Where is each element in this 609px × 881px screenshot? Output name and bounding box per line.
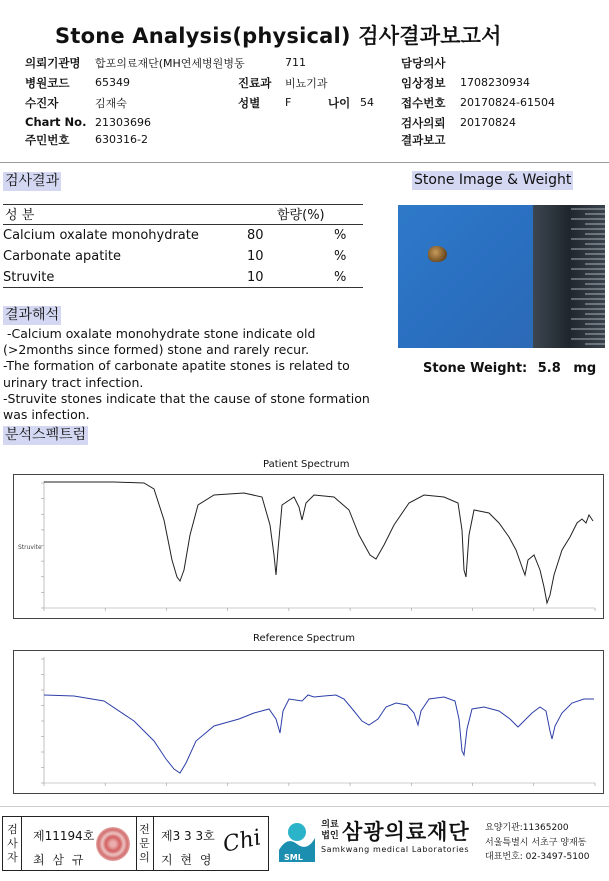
component-unit: % — [334, 228, 347, 243]
interpretation-text — [3, 326, 383, 423]
inspector-label: 검사자 — [7, 823, 18, 864]
footer-divider — [0, 806, 609, 807]
results-table — [3, 204, 363, 288]
reference-spectrum-chart — [13, 650, 604, 794]
component-value: 10 — [247, 270, 264, 285]
weight-unit: mg — [573, 361, 597, 376]
request-value: 20170824 — [460, 116, 516, 129]
doctor-label: 담당의사 — [401, 56, 446, 70]
stone-heading: Stone Image & Weight — [414, 172, 572, 188]
table-row — [3, 267, 363, 288]
age-label: 나이 — [328, 96, 351, 110]
org-phone: 대표번호: 02-3497-5100 — [485, 852, 590, 862]
subject-value: 김재숙 — [95, 97, 127, 110]
specialist-no: 제3 3 3호 — [161, 829, 215, 843]
divider — [136, 817, 137, 870]
clinical-label: 임상정보 — [401, 76, 446, 90]
logo-dot — [288, 823, 306, 841]
component-value: 10 — [247, 249, 264, 264]
divider — [21, 817, 22, 870]
component-unit: % — [334, 270, 347, 285]
divider — [153, 817, 154, 870]
results-heading: 검사결과 — [5, 173, 60, 189]
ward-value: 711 — [285, 56, 306, 69]
request-label: 검사의뢰 — [401, 116, 446, 130]
weight-label: Stone Weight: — [423, 361, 528, 376]
chart-value: 21303696 — [95, 116, 151, 129]
col-component: 성 분 — [5, 208, 35, 223]
table-row — [3, 246, 363, 267]
patient-spectrum-title: Patient Spectrum — [263, 459, 350, 470]
resident-value: 630316-2 — [95, 133, 148, 146]
org-logo — [275, 816, 317, 868]
interpretation-line: -Calcium oxalate monohydrate stone indicate old — [3, 326, 316, 341]
spectrum-axes — [44, 657, 595, 783]
ruler-scale — [533, 205, 605, 348]
spectrum-line — [44, 695, 594, 773]
age-value: 54 — [360, 96, 374, 109]
reference-spectrum-title: Reference Spectrum — [253, 633, 355, 644]
specialist-name: 지 현 영 — [161, 853, 214, 867]
patient-spectrum-svg — [14, 475, 603, 618]
inspector-seal — [96, 827, 130, 861]
results-header-row — [3, 204, 363, 225]
interpretation-line: -Struvite stones indicate that the cause of stone formation — [3, 390, 370, 406]
dept-label: 진료과 — [238, 76, 272, 90]
patient-spectrum-chart — [13, 474, 604, 619]
spectrum-axes — [44, 481, 595, 608]
clinical-value: 1708230934 — [460, 76, 530, 89]
component-unit: % — [334, 249, 347, 264]
footer — [0, 811, 609, 881]
hospital-code-value: 65349 — [95, 76, 130, 89]
spectrum-line — [44, 482, 593, 603]
receipt-label: 접수번호 — [401, 96, 446, 110]
hospital-code-label: 병원코드 — [25, 76, 70, 90]
logo-mark — [275, 816, 317, 868]
stone-photo — [398, 205, 605, 348]
subject-label: 수진자 — [25, 96, 59, 110]
interpretation-line: (>2months since formed) stone and rarely recur. — [3, 342, 310, 358]
stone-weight — [423, 361, 596, 376]
org-name: 삼광의료재단 — [342, 820, 470, 844]
specialist-signature: Chi — [220, 825, 264, 858]
col-content: 함량(%) — [277, 208, 325, 223]
resident-label: 주민번호 — [25, 133, 70, 147]
reference-spectrum-svg — [14, 651, 603, 793]
component-name: Carbonate apatite — [3, 249, 122, 264]
component-name: Calcium oxalate monohydrate — [3, 228, 199, 243]
inspector-no: 제11194호 — [33, 829, 95, 843]
patient-ylabel: Struvite — [18, 544, 42, 551]
sex-value: F — [285, 96, 292, 109]
institution-value: 합포의료재단(MH연세병원병동 — [95, 57, 245, 70]
chart-label: Chart No. — [25, 115, 87, 129]
specialist-label: 전문의 — [139, 823, 150, 864]
interpretation-line: was infection. — [3, 407, 90, 423]
sex-label: 성별 — [238, 96, 261, 110]
stone-sample — [428, 246, 447, 262]
org-code: 요양기관:11365200 — [485, 823, 569, 833]
report-title: Stone Analysis(physical) 검사결과보고서 — [55, 24, 502, 48]
component-value: 80 — [247, 228, 264, 243]
logo-text: SML — [284, 853, 303, 862]
table-row — [3, 225, 363, 246]
interpretation-line: -The formation of carbonate apatite stones is related to — [3, 358, 350, 374]
spectrum-heading: 분석스펙트럼 — [5, 427, 87, 443]
header-divider — [0, 162, 609, 163]
component-name: Struvite — [3, 270, 55, 285]
org-address: 서울특별시 서초구 양재동 — [485, 838, 587, 848]
interpretation-heading: 결과해석 — [5, 307, 60, 323]
interpretation-line: urinary tract infection. — [3, 374, 144, 390]
corp-type: 의료법인 — [321, 820, 339, 841]
weight-value: 5.8 — [537, 361, 561, 376]
report-label: 결과보고 — [401, 133, 446, 147]
receipt-value: 20170824-61504 — [460, 96, 555, 109]
ruler-ticks — [533, 205, 605, 348]
inspector-name: 최 삼 규 — [33, 853, 86, 867]
org-name-en: Samkwang medical Laboratories — [321, 845, 470, 854]
institution-label: 의뢰기관명 — [25, 56, 81, 70]
dept-value: 비뇨기과 — [285, 77, 328, 90]
signature-box — [2, 816, 269, 871]
